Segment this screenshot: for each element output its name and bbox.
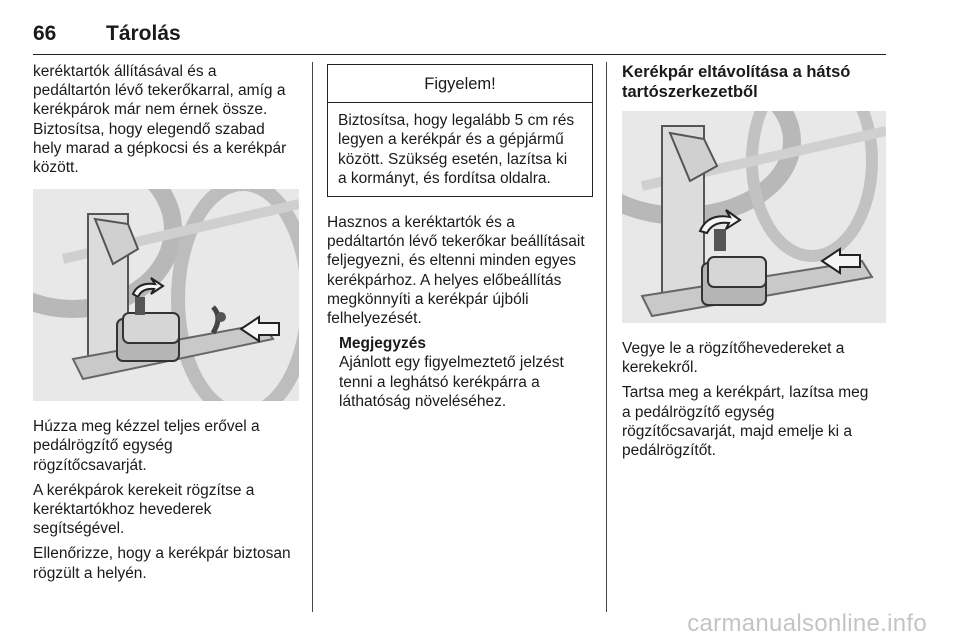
intro-paragraph: keréktartók állításával és a pedáltartón lévő tekerőkarral, amíg a kerékpárok már nem érnek össze. Biztosítsa, hogy elegendő szabad hely marad a gépkocsi és a kerékpár között.	[33, 63, 287, 177]
removal-subheading: Kerékpár eltávolítása a hátsó tartószerkezetből	[622, 63, 851, 101]
note-block	[339, 334, 593, 411]
column-divider-2	[606, 62, 607, 612]
column-divider-1	[312, 62, 313, 612]
watermark: carmanualsonline.info	[687, 610, 927, 637]
pedal-clamp-drawing	[33, 189, 299, 401]
warning-body: Biztosítsa, hogy legalább 5 cm rés legyen a kerékpár és a gépjármű között. Szükség esetén, lazítsa ki a kormányt, és fordítsa oldalra.	[338, 112, 575, 187]
check-paragraph: Ellenőrizze, hogy a kerékpár biztosan rögzült a helyén.	[33, 545, 291, 582]
settings-paragraph: Hasznos a keréktartók és a pedáltartón lévő tekerőkar beállításait feljegyezni, és eltenni minden egyes kerékpárhoz. A helyes előbeállítás megkönnyíti a kerékpár újbóli felhelyezését.	[327, 214, 585, 328]
lift-off-paragraph: Tartsa meg a kerékpárt, lazítsa meg a pedálrögzítő egység rögzítőcsavarját, majd emelje ki a pedálrögzítőt.	[622, 384, 869, 460]
section-title: Tárolás	[106, 22, 181, 45]
column-middle	[327, 62, 593, 411]
warning-box	[327, 64, 593, 197]
page-number: 66	[33, 22, 57, 45]
tighten-paragraph: Húzza meg kézzel teljes erővel a pedálrögzítő egység rögzítőcsavarját.	[33, 418, 260, 474]
removal-drawing	[622, 111, 886, 323]
column-right	[622, 62, 888, 466]
column-left	[33, 62, 299, 589]
bike-removal-pedal-clamp-illustration	[622, 111, 886, 323]
strap-paragraph: A kerékpárok kerekeit rögzítse a keréktartókhoz hevederek segítségével.	[33, 481, 255, 538]
note-body: Ajánlott egy figyelmeztető jelzést tenni a leghátsó kerékpárra a láthatóság növeléséhez.	[339, 354, 564, 410]
warning-title: Figyelem!	[328, 65, 592, 103]
bike-carrier-pedal-clamp-illustration	[33, 189, 299, 401]
note-title: Megjegyzés	[339, 335, 427, 353]
page-header	[33, 22, 886, 55]
remove-straps-paragraph: Vegye le a rögzítőhevedereket a kerekekről.	[622, 340, 845, 377]
